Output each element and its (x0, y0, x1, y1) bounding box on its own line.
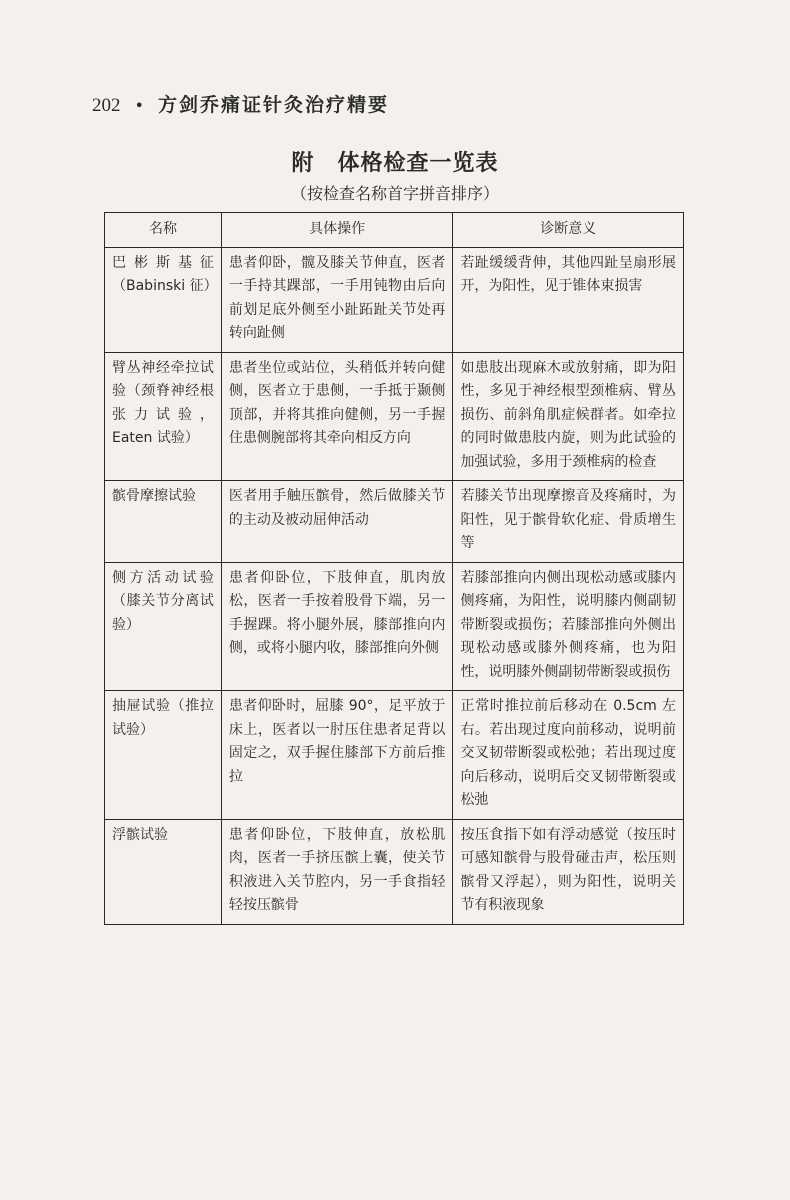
exam-significance: 若膝部推向内侧出现松动感或膝内侧疼痛，为阳性，说明膝内侧副韧带断裂或损伤；若膝部推向外侧出现松动感或膝外侧疼痛，也为阳性，说明膝外侧副韧带断裂或损伤 (453, 562, 684, 691)
exam-name: 髌骨摩擦试验 (105, 481, 222, 563)
exam-name: 侧方活动试验（膝关节分离试验） (105, 562, 222, 691)
header-separator: • (134, 96, 144, 115)
table-row (105, 691, 684, 820)
column-header-significance: 诊断意义 (453, 213, 684, 248)
page-number: 202 (92, 95, 121, 116)
exam-name: 抽屉试验（推拉试验） (105, 691, 222, 820)
exam-name: 巴彬斯基征（Babinski 征） (105, 247, 222, 352)
table-row (105, 352, 684, 481)
exam-operation: 患者仰卧时，屈膝 90°，足平放于床上，医者以一肘压住患者足背以固定之，双手握住膝部下方前后推拉 (221, 691, 453, 820)
exam-name: 浮髌试验 (105, 819, 222, 924)
table-row (105, 247, 684, 352)
exam-significance: 若趾缓缓背伸，其他四趾呈扇形展开，为阳性，见于锥体束损害 (453, 247, 684, 352)
column-header-name: 名称 (105, 213, 222, 248)
exam-operation: 患者坐位或站位，头稍低并转向健侧，医者立于患侧，一手抵于颞侧顶部，并将其推向健侧，另一手握住患侧腕部将其牵向相反方向 (221, 352, 453, 481)
table-row (105, 562, 684, 691)
exam-operation: 医者用手触压髌骨，然后做膝关节的主动及被动屈伸活动 (221, 481, 453, 563)
exam-significance: 如患肢出现麻木或放射痛，即为阳性，多见于神经根型颈椎病、臂丛损伤、前斜角肌症候群者。如牵拉的同时做患肢内旋，则为此试验的加强试验，多用于颈椎病的检查 (453, 352, 684, 481)
exam-operation: 患者仰卧位，下肢伸直，放松肌肉，医者一手挤压髌上囊，使关节积液进入关节腔内，另一手食指轻轻按压髌骨 (221, 819, 453, 924)
exam-significance: 按压食指下如有浮动感觉（按压时可感知髌骨与股骨碰击声，松压则髌骨又浮起），则为阳性，说明关节有积液现象 (453, 819, 684, 924)
running-title: 方剑乔痛证针灸治疗精要 (157, 94, 389, 116)
exam-operation: 患者仰卧，髋及膝关节伸直，医者一手持其踝部，一手用钝物由后向前划足底外侧至小趾跖趾关节处再转向趾侧 (221, 247, 453, 352)
appendix-subtitle: （按检查名称首字拼音排序） (290, 184, 499, 203)
page-header (92, 90, 389, 117)
column-header-operation: 具体操作 (221, 213, 453, 248)
table-header-row (105, 213, 684, 248)
exam-table (104, 212, 684, 925)
exam-significance: 正常时推拉前后移动在 0.5cm 左右。若出现过度向前移动，说明前交叉韧带断裂或松弛；若出现过度向后移动，说明后交叉韧带断裂或松弛 (453, 691, 684, 820)
exam-significance: 若膝关节出现摩擦音及疼痛时，为阳性，见于髌骨软化症、骨质增生等 (453, 481, 684, 563)
exam-name: 臂丛神经牵拉试验（颈脊神经根张力试验，Eaten 试验） (105, 352, 222, 481)
appendix-title: 附 体格检查一览表 (291, 151, 499, 176)
table-row (105, 819, 684, 924)
exam-operation: 患者仰卧位，下肢伸直，肌肉放松，医者一手按着股骨下端，另一手握踝。将小腿外展，膝部推向内侧，或将小腿内收，膝部推向外侧 (221, 562, 453, 691)
table-row (105, 481, 684, 563)
